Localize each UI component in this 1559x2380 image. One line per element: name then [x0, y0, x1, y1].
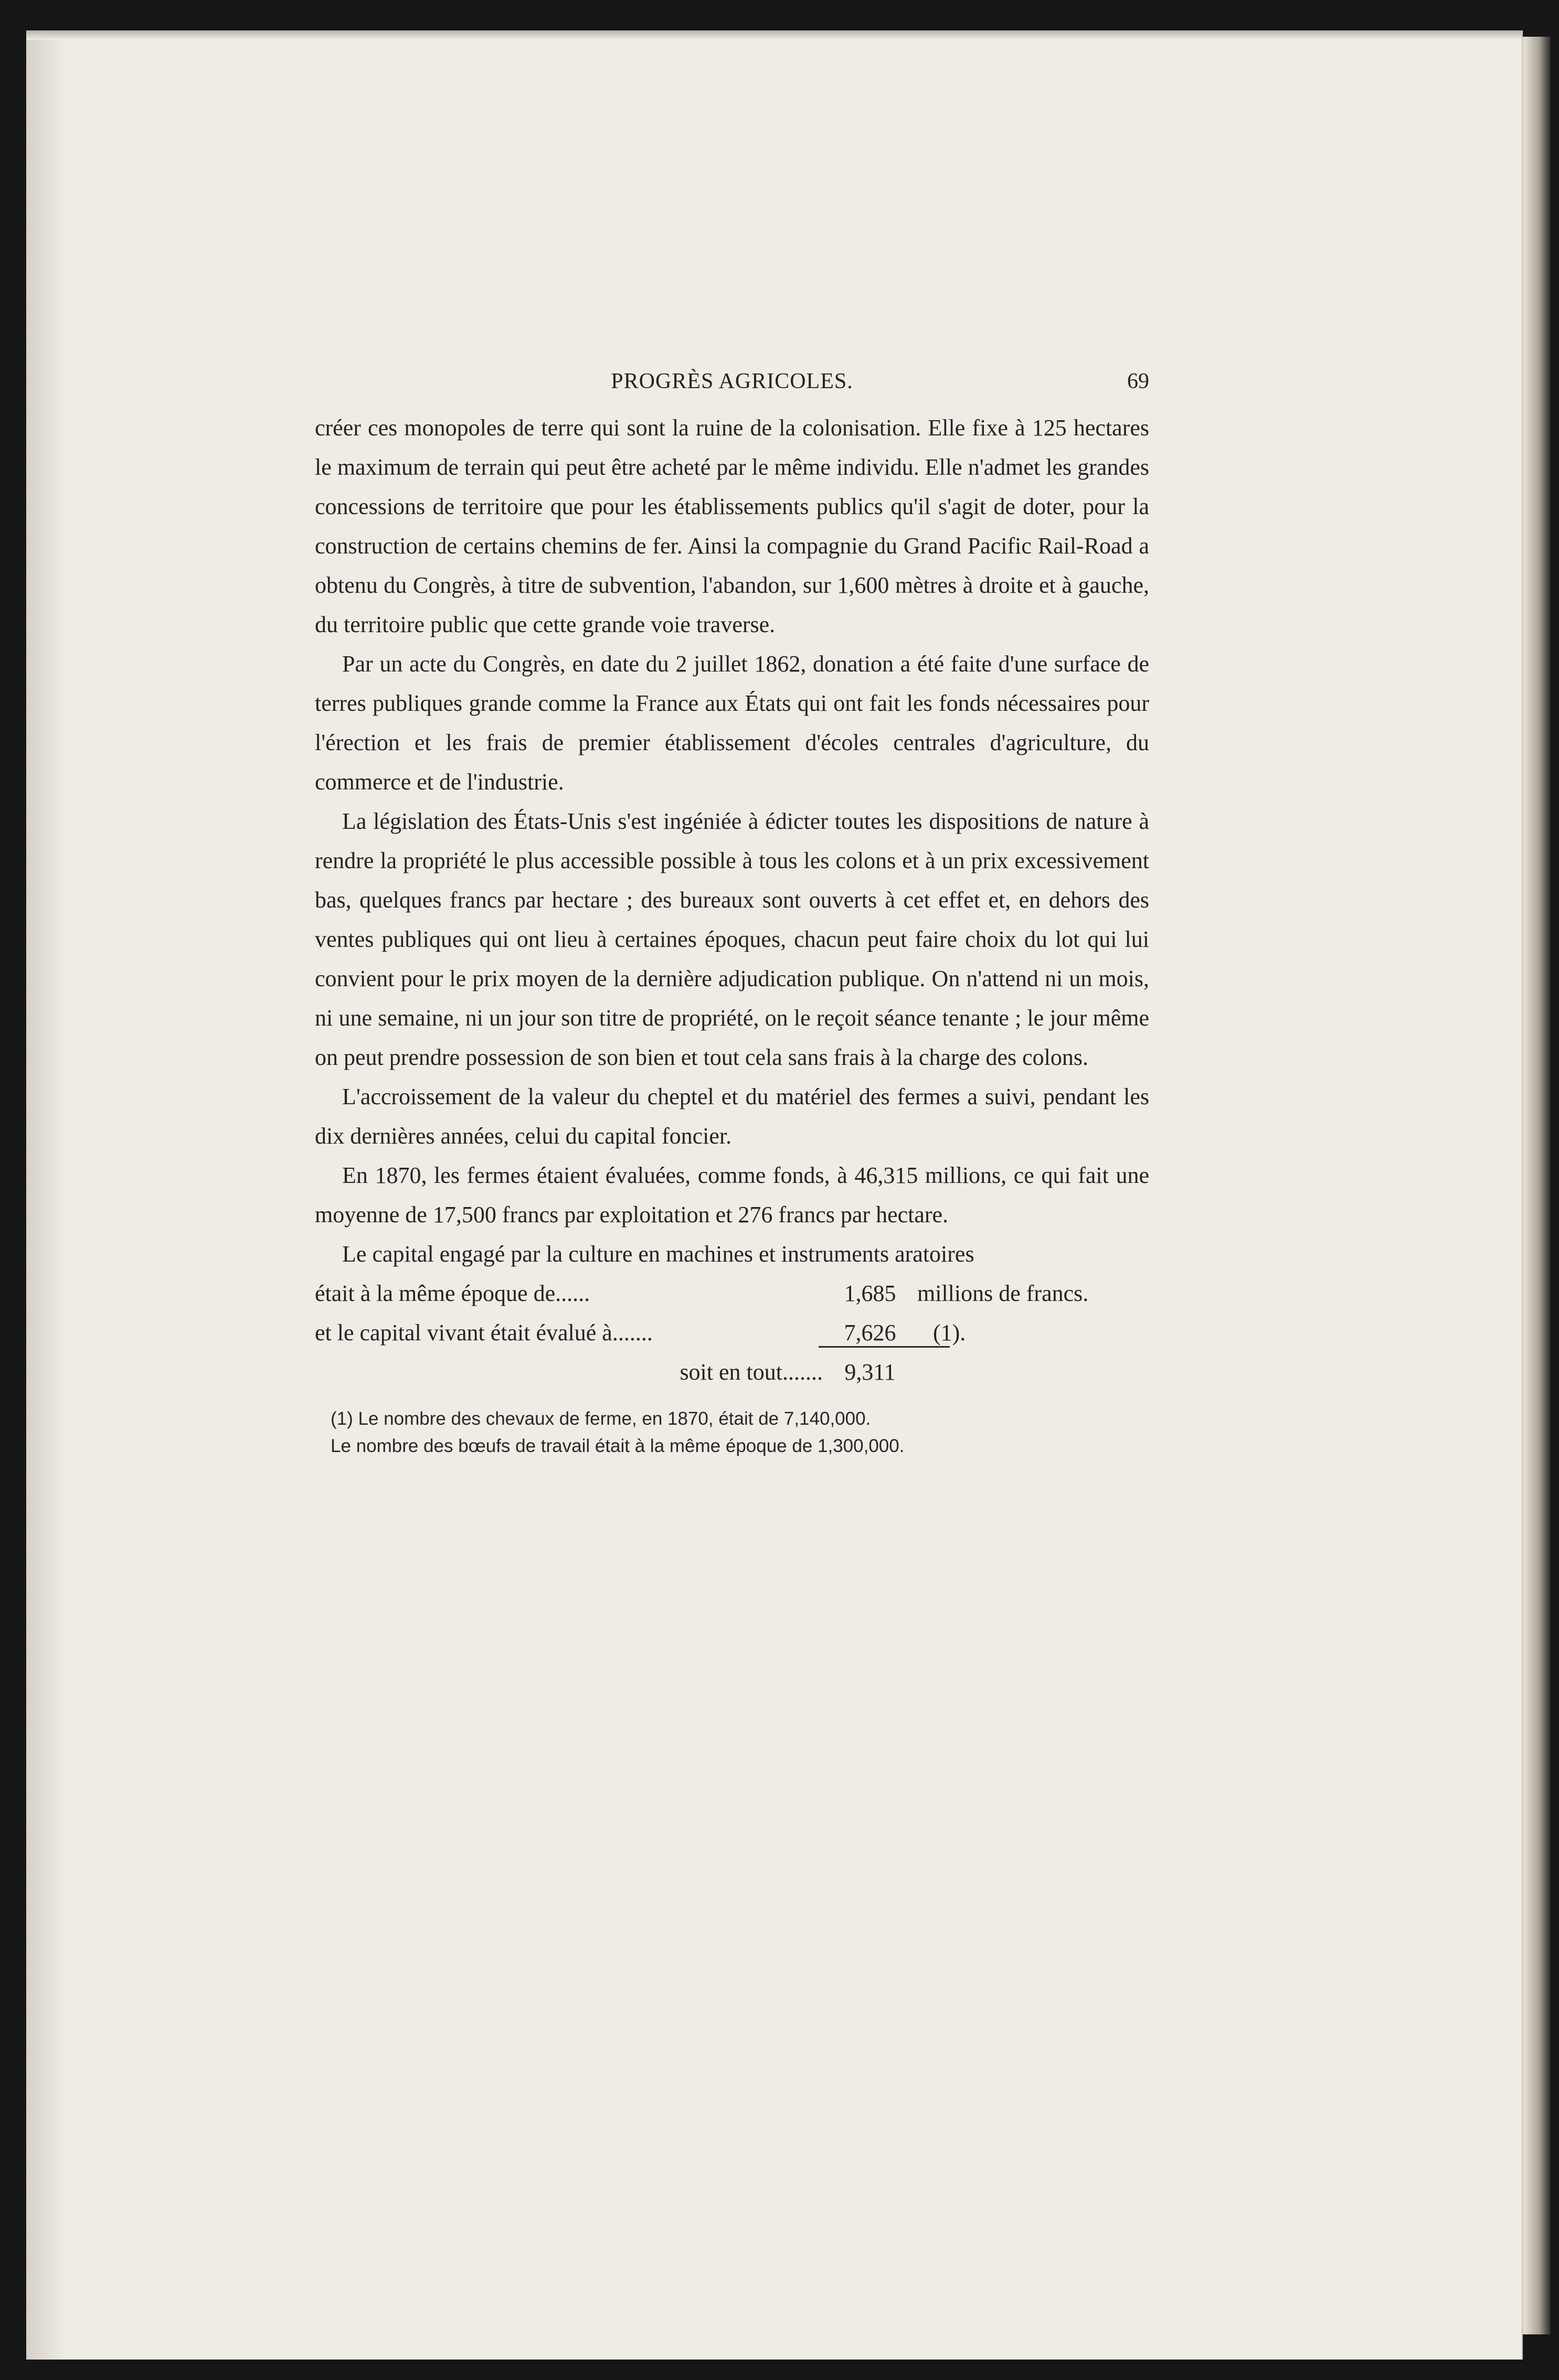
ledger-label-machines: était à la même époque de......: [315, 1280, 590, 1306]
ledger-row-livestock: [315, 1313, 1149, 1352]
ledger-label-total: soit en tout.......: [680, 1359, 823, 1385]
ledger-row-total: [315, 1352, 1149, 1392]
paragraph-3: La législation des États-Unis s'est ingéniée à édicter toutes les dispositions de nature à rendre la propriété le plus accessible possible à tous les colons et à un prix excessivement bas, quelques francs par hectare ; des bureaux sont ouverts à cet effet et, en dehors des ventes publiques qui ont lieu à certaines époques, chacun peut faire choix du lot qui lui convient pour le prix moyen de la dernière adjudication publique. On n'attend ni un mois, ni une semaine, ni un jour son titre de propriété, on le reçoit séance tenante ; le jour même on peut prendre possession de son bien et tout cela sans frais à la charge des colons.: [315, 808, 1149, 1070]
sum-rule: [819, 1346, 950, 1348]
paragraph-2: Par un acte du Congrès, en date du 2 juillet 1862, donation a été faite d'une surface de terres publiques grande comme la France aux États qui ont fait les fonds nécessaires pour l'érection et les frais de premier établissement d'écoles centrales d'agriculture, du commerce et de l'industrie.: [315, 651, 1149, 795]
paragraph-1: créer ces monopoles de terre qui sont la ruine de la colonisation. Elle fixe à 125 hectares le maximum de terrain qui peut être acheté par le même individu. Elle n'admet les grandes concessions de territoire que pour les établissements publics qu'il s'agit de doter, pour la construction de certains chemins de fer. Ainsi la compagnie du Grand Pacific Rail-Road a obtenu du Congrès, à titre de subvention, l'abandon, sur 1,600 mètres à droite et à gauche, du territoire public que cette grande voie traverse.: [315, 415, 1149, 637]
ledger-amount-total: 9,311: [844, 1359, 896, 1385]
text-block: [315, 362, 1149, 1460]
footnote-line-1: (1) Le nombre des chevaux de ferme, en 1870, était de 7,140,000.: [331, 1408, 871, 1429]
capital-ledger: [315, 1274, 1149, 1392]
ledger-amount-livestock: 7,626: [844, 1320, 896, 1346]
footnote-line-2: Le nombre des bœufs de travail était à la même époque de 1,300,000.: [331, 1436, 905, 1456]
ledger-amount-machines: 1,685: [844, 1280, 896, 1306]
paragraph-6: Le capital engagé par la culture en machines et instruments aratoires: [342, 1241, 974, 1267]
running-title: PROGRÈS AGRICOLES.: [611, 369, 853, 393]
running-head: [315, 362, 1149, 408]
footnote: [315, 1405, 1149, 1460]
page-gutter: [26, 30, 63, 2360]
footnote-reference: (1).: [933, 1320, 966, 1346]
ledger-row-machines: [315, 1274, 1149, 1313]
page-top-edge: [26, 30, 1522, 40]
page-number: 69: [1127, 369, 1149, 393]
paragraph-4: L'accroissement de la valeur du cheptel et du matériel des fermes a suivi, pendant les dix dernières années, celui du capital foncier.: [315, 1084, 1149, 1149]
ledger-label-livestock: et le capital vivant était évalué à.......: [315, 1320, 653, 1346]
paragraph-5: En 1870, les fermes étaient évaluées, comme fonds, à 46,315 millions, ce qui fait une moyenne de 17,500 francs par exploitation et 276 francs par hectare.: [315, 1162, 1149, 1228]
ledger-unit: millions de francs.: [917, 1280, 1089, 1306]
